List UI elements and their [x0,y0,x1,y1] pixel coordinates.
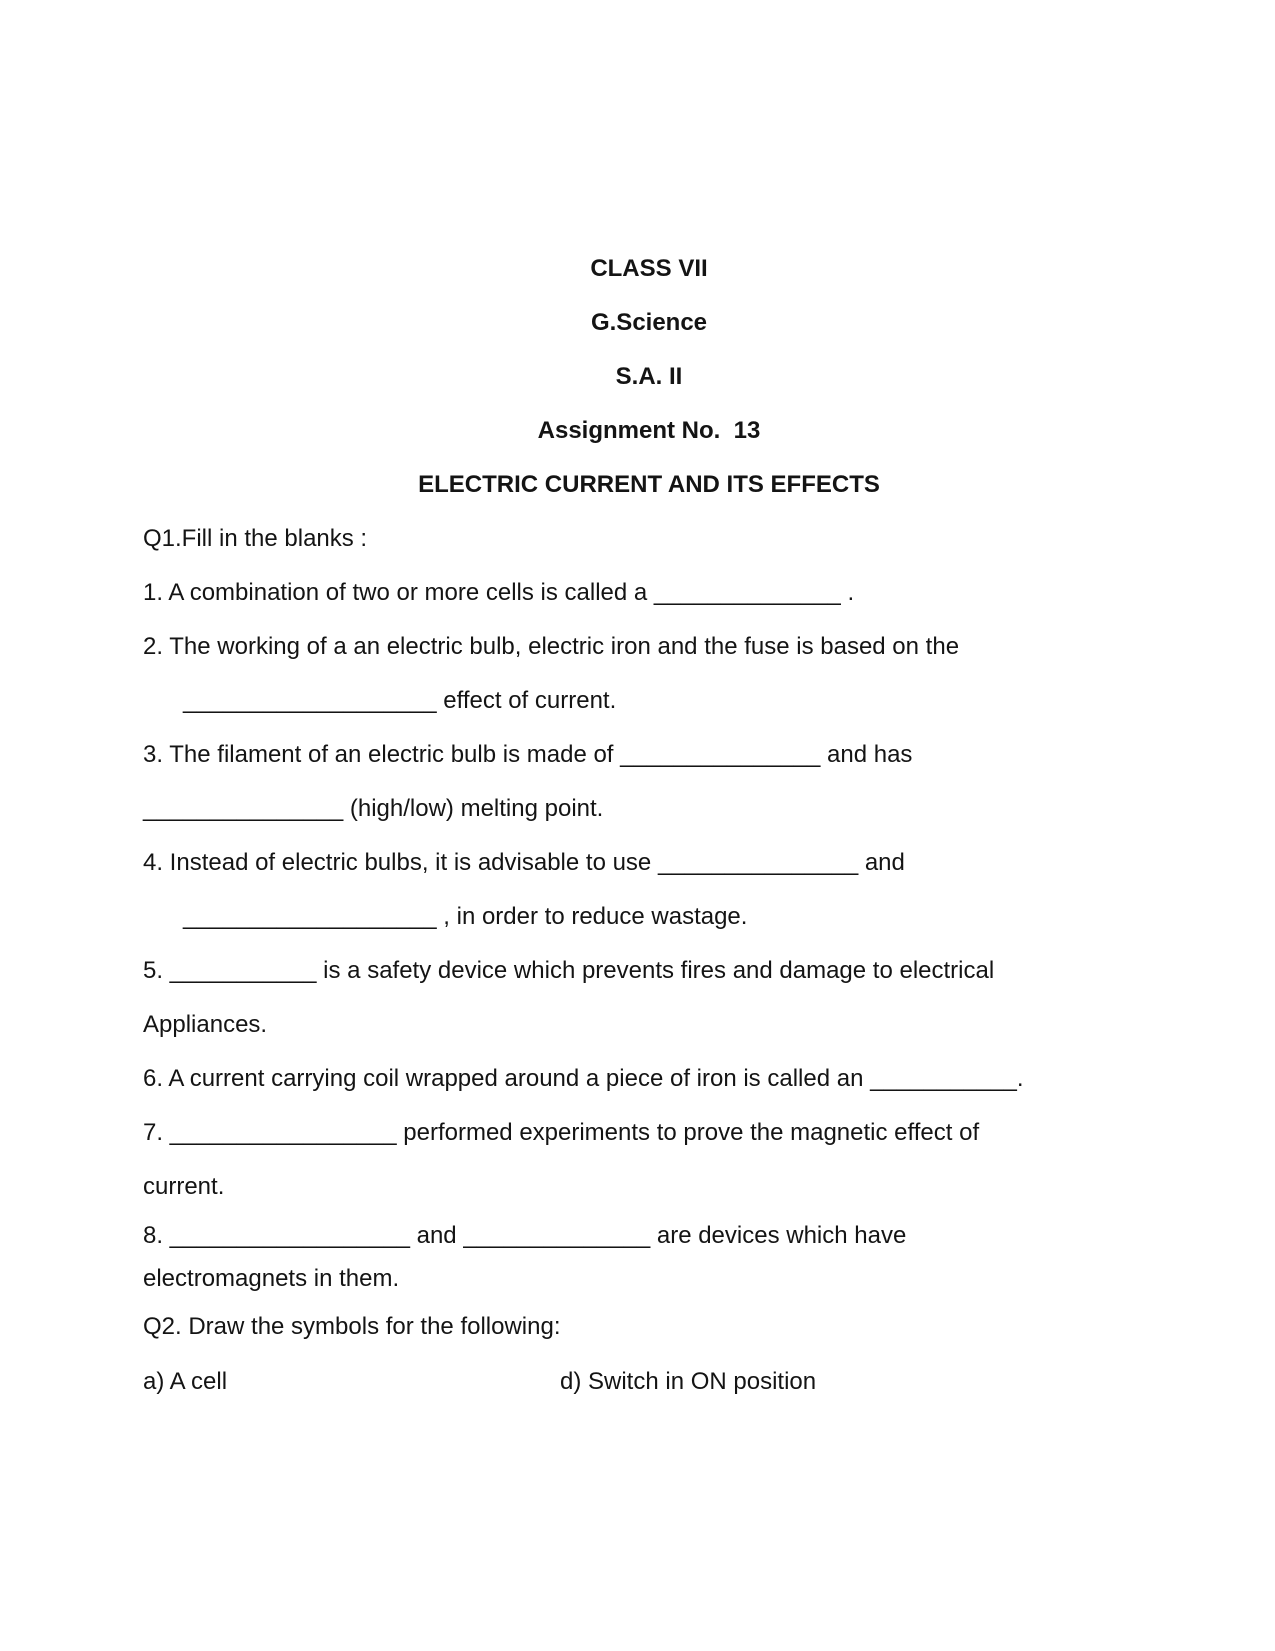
heading-title: ELECTRIC CURRENT AND ITS EFFECTS [418,471,880,498]
line-q1-heading: Q1.Fill in the blanks : [143,525,368,552]
line-fill-3a: 3. The filament of an electric bulb is made of _______________ and has [143,741,913,768]
q2-option-d: d) Switch in ON position [560,1368,817,1395]
line-fill-8b: electromagnets in them. [143,1265,400,1292]
line-fill-8a: 8. __________________ and ______________ are devices which have [143,1222,907,1249]
line-fill-4a: 4. Instead of electric bulbs, it is advisable to use _______________ and [143,849,905,876]
line-fill-2a: 2. The working of a an electric bulb, electric iron and the fuse is based on the [143,633,960,660]
line-fill-5a: 5. ___________ is a safety device which prevents fires and damage to electrical [143,957,995,984]
line-q2-heading: Q2. Draw the symbols for the following: [143,1313,561,1340]
q2-option-a: a) A cell [143,1368,228,1395]
line-fill-4b: ___________________ , in order to reduce wastage. [183,903,748,930]
heading-assignment-no: Assignment No. 13 [537,417,761,444]
heading-class: CLASS VII [590,255,708,282]
line-fill-3b: _______________ (high/low) melting point. [143,795,604,822]
line-fill-7a: 7. _________________ performed experiments to prove the magnetic effect of [143,1119,980,1146]
line-q2-options [143,1354,1155,1409]
heading-term: S.A. II [615,363,683,390]
line-fill-7b: current. [143,1173,225,1200]
line-fill-5b: Appliances. [143,1011,268,1038]
line-fill-6: 6. A current carrying coil wrapped around a piece of iron is called an ___________. [143,1065,1024,1092]
heading-subject: G.Science [590,309,708,336]
line-fill-2b: ___________________ effect of current. [183,687,617,714]
heading-block [143,242,1155,512]
line-fill-1: 1. A combination of two or more cells is called a ______________ . [143,579,855,606]
body-block [143,512,1155,1409]
